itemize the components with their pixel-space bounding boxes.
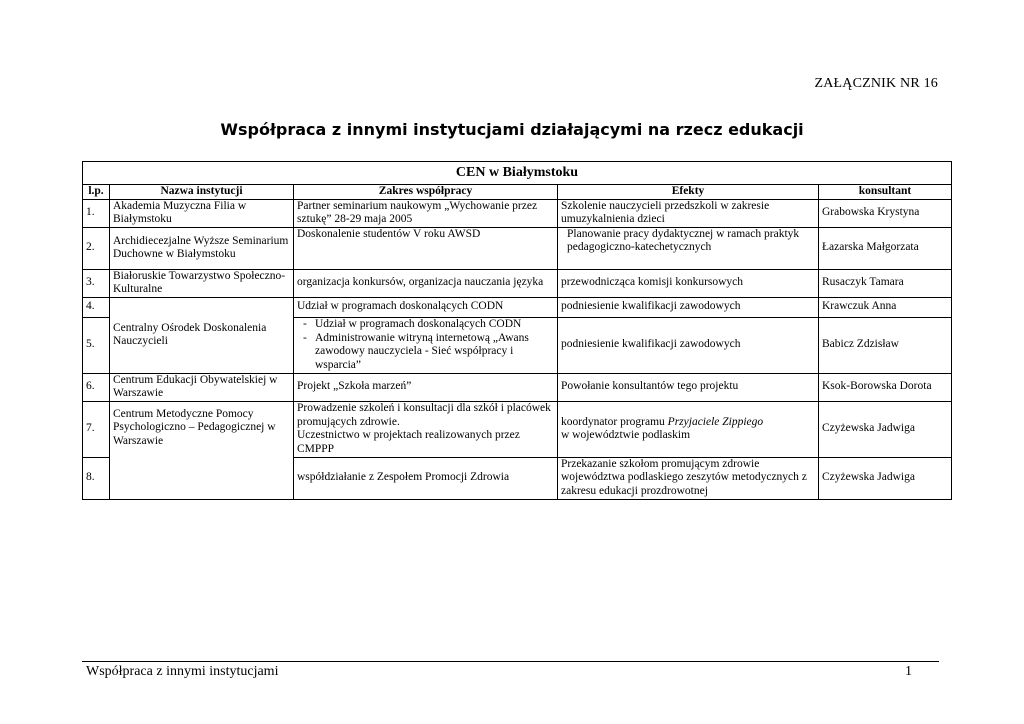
list-item: - Administrowanie witryną internetową „Awans zawodowy nauczyciela - Sieć współpracy i wsparcia”: [297, 332, 554, 373]
cell-institution: Archidiecezjalne Wyższe Seminarium Duchowne w Białymstoku: [110, 227, 294, 269]
cell-effects: Planowanie pracy dydaktycznej w ramach praktyk pedagogiczno-katechetycznych: [558, 227, 819, 269]
scope-line: Prowadzenie szkoleń i konsultacji dla szkół i placówek promujących zdrowie.: [297, 402, 551, 428]
cell-institution: Centrum Metodyczne Pomocy Psychologiczno – Pedagogicznej w Warszawie: [110, 401, 294, 499]
table-row: [83, 227, 952, 269]
header-effects: Efekty: [558, 185, 819, 200]
cell-scope: Projekt „Szkoła marzeń”: [294, 373, 558, 401]
list-item: - Udział w programach doskonalących CODN: [297, 318, 554, 332]
table-caption-row: [83, 162, 952, 185]
cell-consultant: Czyżewska Jadwiga: [819, 401, 952, 457]
program-name: Przyjaciele Zippiego: [667, 415, 764, 428]
cell-consultant: Krawczuk Anna: [819, 297, 952, 317]
cell-lp: 4.: [83, 297, 110, 317]
page-number: 1: [905, 664, 912, 679]
cell-scope: [294, 317, 558, 373]
scope-line: Uczestnictwo w projektach realizowanych przez CMPPP: [297, 429, 520, 455]
table-row: [83, 401, 952, 457]
cell-consultant: Łazarska Małgorzata: [819, 227, 952, 269]
effects-suffix: w województwie podlaskim: [561, 429, 691, 441]
cell-lp: 7.: [83, 401, 110, 457]
cell-scope: Doskonalenie studentów V roku AWSD: [294, 227, 558, 269]
cell-institution: Białoruskie Towarzystwo Społeczno-Kulturalne: [110, 269, 294, 297]
cell-effects: przewodnicząca komisji konkursowych: [558, 269, 819, 297]
cell-lp: 8.: [83, 457, 110, 499]
cell-effects: [558, 401, 819, 457]
cell-lp: 2.: [83, 227, 110, 269]
table-row: [83, 269, 952, 297]
header-scope: Zakres współpracy: [294, 185, 558, 200]
header-consultant: konsultant: [819, 185, 952, 200]
cell-consultant: Rusaczyk Tamara: [819, 269, 952, 297]
footer-title: Współpraca z innymi instytucjami: [86, 664, 279, 679]
document-title: Współpraca z innymi instytucjami działającymi na rzecz edukacji: [220, 120, 804, 139]
scope-list: [297, 318, 554, 372]
cell-consultant: Grabowska Krystyna: [819, 199, 952, 227]
cell-scope: [294, 401, 558, 457]
cell-institution: Centrum Edukacji Obywatelskiej w Warszawie: [110, 373, 294, 401]
annex-label: ZAŁĄCZNIK NR 16: [814, 76, 938, 91]
table-row: [83, 199, 952, 227]
footer-divider: [82, 661, 939, 662]
cell-consultant: Ksok-Borowska Dorota: [819, 373, 952, 401]
cell-institution: Akademia Muzyczna Filia w Białymstoku: [110, 199, 294, 227]
cell-scope: organizacja konkursów, organizacja nauczania języka: [294, 269, 558, 297]
table-header-row: [83, 185, 952, 200]
cell-scope: Partner seminarium naukowym „Wychowanie przez sztukę” 28-29 maja 2005: [294, 199, 558, 227]
cell-effects: podniesienie kwalifikacji zawodowych: [558, 297, 819, 317]
table-row: [83, 373, 952, 401]
cell-lp: 1.: [83, 199, 110, 227]
header-lp: l.p.: [83, 185, 110, 200]
cell-effects: Szkolenie nauczycieli przedszkoli w zakresie umuzykalnienia dzieci: [558, 199, 819, 227]
cooperation-table: [82, 161, 952, 500]
cell-lp: 6.: [83, 373, 110, 401]
cell-lp: 5.: [83, 317, 110, 373]
cell-effects: Przekazanie szkołom promującym zdrowie województwa podlaskiego zeszytów metodycznych z zakresu edukacji prozdrowotnej: [558, 457, 819, 499]
cell-lp: 3.: [83, 269, 110, 297]
effects-prefix: koordynator programu: [561, 415, 668, 428]
cell-scope: współdziałanie z Zespołem Promocji Zdrowia: [294, 457, 558, 499]
cell-consultant: Babicz Zdzisław: [819, 317, 952, 373]
cell-scope: Udział w programach doskonalących CODN: [294, 297, 558, 317]
table-caption: CEN w Białymstoku: [83, 162, 952, 185]
cell-institution-shared: Centralny Ośrodek Doskonalenia Nauczycieli: [110, 297, 294, 373]
cell-effects: Powołanie konsultantów tego projektu: [558, 373, 819, 401]
table-row: [83, 297, 952, 317]
cell-consultant: Czyżewska Jadwiga: [819, 457, 952, 499]
header-institution: Nazwa instytucji: [110, 185, 294, 200]
cell-effects: podniesienie kwalifikacji zawodowych: [558, 317, 819, 373]
